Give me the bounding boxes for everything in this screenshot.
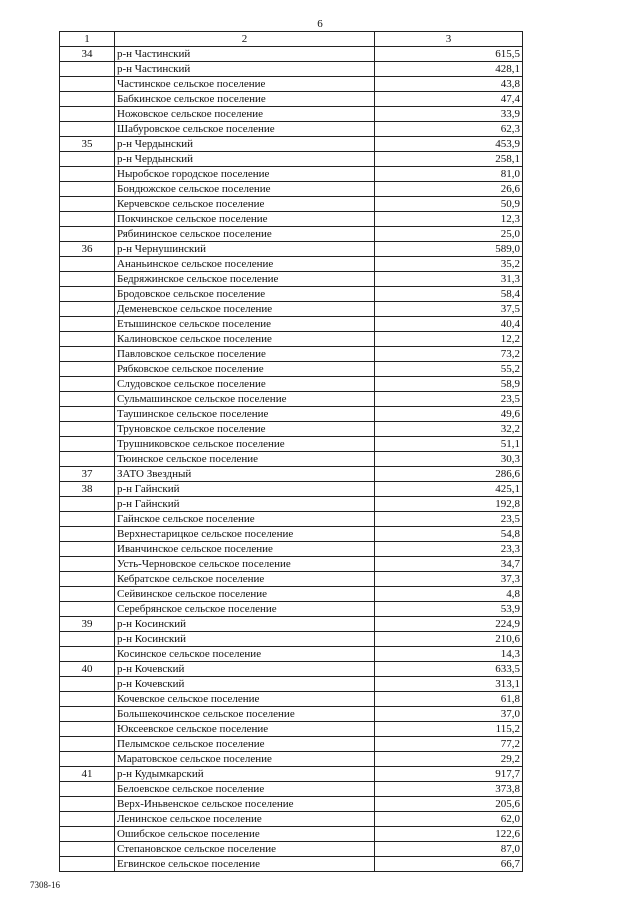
row-name-cell: р-н Косинский [115, 632, 375, 647]
table-row [60, 422, 523, 437]
row-value-cell: 37,0 [375, 707, 523, 722]
row-value-cell: 49,6 [375, 407, 523, 422]
row-number-cell: 38 [60, 482, 115, 497]
row-number-cell: 40 [60, 662, 115, 677]
row-name-cell: ЗАТО Звездный [115, 467, 375, 482]
row-value-cell: 373,8 [375, 782, 523, 797]
table-row [60, 662, 523, 677]
row-number-cell [60, 752, 115, 767]
row-value-cell: 4,8 [375, 587, 523, 602]
row-number-cell [60, 827, 115, 842]
allocation-table [59, 31, 523, 872]
row-number-cell [60, 647, 115, 662]
row-value-cell: 615,5 [375, 47, 523, 62]
table-row [60, 182, 523, 197]
row-value-cell: 81,0 [375, 167, 523, 182]
header-col-3: 3 [375, 32, 523, 47]
table-row [60, 167, 523, 182]
table-row [60, 62, 523, 77]
row-value-cell: 61,8 [375, 692, 523, 707]
row-value-cell: 589,0 [375, 242, 523, 257]
table-row [60, 587, 523, 602]
table-row [60, 857, 523, 872]
row-name-cell: Сейвинское сельское поселение [115, 587, 375, 602]
row-number-cell [60, 362, 115, 377]
table-row [60, 602, 523, 617]
row-number-cell [60, 287, 115, 302]
row-number-cell [60, 77, 115, 92]
row-value-cell: 40,4 [375, 317, 523, 332]
row-value-cell: 12,2 [375, 332, 523, 347]
row-name-cell: Верхнестарицкое сельское поселение [115, 527, 375, 542]
row-value-cell: 26,6 [375, 182, 523, 197]
row-number-cell [60, 167, 115, 182]
row-number-cell [60, 632, 115, 647]
row-value-cell: 62,0 [375, 812, 523, 827]
row-number-cell [60, 122, 115, 137]
row-number-cell [60, 812, 115, 827]
row-value-cell: 30,3 [375, 452, 523, 467]
row-number-cell [60, 587, 115, 602]
table-row [60, 647, 523, 662]
row-value-cell: 313,1 [375, 677, 523, 692]
row-value-cell: 73,2 [375, 347, 523, 362]
row-value-cell: 66,7 [375, 857, 523, 872]
row-name-cell: Деменевское сельское поселение [115, 302, 375, 317]
row-name-cell: Частинское сельское поселение [115, 77, 375, 92]
table-row [60, 722, 523, 737]
row-number-cell [60, 107, 115, 122]
table-row [60, 797, 523, 812]
row-value-cell: 31,3 [375, 272, 523, 287]
row-name-cell: Степановское сельское поселение [115, 842, 375, 857]
row-number-cell [60, 557, 115, 572]
row-value-cell: 58,9 [375, 377, 523, 392]
table-row [60, 467, 523, 482]
row-value-cell: 29,2 [375, 752, 523, 767]
row-name-cell: р-н Частинский [115, 47, 375, 62]
table-row [60, 617, 523, 632]
row-name-cell: Ленинское сельское поселение [115, 812, 375, 827]
table-row [60, 272, 523, 287]
row-name-cell: р-н Гайнский [115, 497, 375, 512]
row-number-cell [60, 797, 115, 812]
row-number-cell: 36 [60, 242, 115, 257]
row-name-cell: Трушниковское сельское поселение [115, 437, 375, 452]
row-name-cell: Таушинское сельское поселение [115, 407, 375, 422]
table-row [60, 407, 523, 422]
row-name-cell: Ананьинское сельское поселение [115, 257, 375, 272]
row-number-cell [60, 272, 115, 287]
row-value-cell: 62,3 [375, 122, 523, 137]
table-row [60, 77, 523, 92]
row-name-cell: Тюинское сельское поселение [115, 452, 375, 467]
row-name-cell: Сульмашинское сельское поселение [115, 392, 375, 407]
page-number: 6 [317, 18, 323, 30]
row-name-cell: Рябковское сельское поселение [115, 362, 375, 377]
row-number-cell [60, 257, 115, 272]
row-name-cell: Юксеевское сельское поселение [115, 722, 375, 737]
table-row [60, 827, 523, 842]
table-row [60, 362, 523, 377]
row-number-cell [60, 497, 115, 512]
row-value-cell: 210,6 [375, 632, 523, 647]
table-row [60, 482, 523, 497]
row-value-cell: 23,3 [375, 542, 523, 557]
row-value-cell: 453,9 [375, 137, 523, 152]
table-row [60, 122, 523, 137]
table-row [60, 527, 523, 542]
table-body [60, 32, 523, 872]
table-row [60, 542, 523, 557]
table-row [60, 557, 523, 572]
row-number-cell [60, 707, 115, 722]
row-name-cell: Рябининское сельское поселение [115, 227, 375, 242]
row-value-cell: 286,6 [375, 467, 523, 482]
row-value-cell: 23,5 [375, 512, 523, 527]
row-number-cell [60, 347, 115, 362]
row-name-cell: р-н Кочевский [115, 677, 375, 692]
table-row [60, 377, 523, 392]
table-row [60, 212, 523, 227]
table-row [60, 242, 523, 257]
table-row [60, 437, 523, 452]
table-row [60, 752, 523, 767]
row-value-cell: 23,5 [375, 392, 523, 407]
row-number-cell [60, 182, 115, 197]
row-value-cell: 224,9 [375, 617, 523, 632]
row-name-cell: р-н Чердынский [115, 137, 375, 152]
table-row [60, 737, 523, 752]
row-value-cell: 32,2 [375, 422, 523, 437]
table-row [60, 107, 523, 122]
row-number-cell [60, 212, 115, 227]
table-row [60, 812, 523, 827]
row-name-cell: Етышинское сельское поселение [115, 317, 375, 332]
row-value-cell: 37,3 [375, 572, 523, 587]
row-number-cell [60, 227, 115, 242]
row-name-cell: р-н Частинский [115, 62, 375, 77]
row-number-cell [60, 437, 115, 452]
row-value-cell: 258,1 [375, 152, 523, 167]
document-code: 7308-16 [30, 880, 60, 890]
row-name-cell: Бабкинское сельское поселение [115, 92, 375, 107]
row-name-cell: Верх-Иньвенское сельское поселение [115, 797, 375, 812]
row-name-cell: Покчинское сельское поселение [115, 212, 375, 227]
row-value-cell: 34,7 [375, 557, 523, 572]
row-number-cell [60, 722, 115, 737]
row-name-cell: Бедряжинское сельское поселение [115, 272, 375, 287]
row-number-cell [60, 677, 115, 692]
row-value-cell: 425,1 [375, 482, 523, 497]
row-value-cell: 87,0 [375, 842, 523, 857]
row-value-cell: 47,4 [375, 92, 523, 107]
row-name-cell: Косинское сельское поселение [115, 647, 375, 662]
row-value-cell: 633,5 [375, 662, 523, 677]
row-number-cell [60, 857, 115, 872]
table-row [60, 152, 523, 167]
header-col-2: 2 [115, 32, 375, 47]
row-number-cell [60, 842, 115, 857]
table-row [60, 257, 523, 272]
row-number-cell: 41 [60, 767, 115, 782]
row-name-cell: Бродовское сельское поселение [115, 287, 375, 302]
row-value-cell: 205,6 [375, 797, 523, 812]
row-number-cell: 39 [60, 617, 115, 632]
table-row [60, 692, 523, 707]
table-row [60, 92, 523, 107]
row-name-cell: Кебратское сельское поселение [115, 572, 375, 587]
row-name-cell: Пелымское сельское поселение [115, 737, 375, 752]
row-value-cell: 55,2 [375, 362, 523, 377]
row-value-cell: 77,2 [375, 737, 523, 752]
row-number-cell [60, 377, 115, 392]
row-number-cell [60, 317, 115, 332]
row-name-cell: Маратовское сельское поселение [115, 752, 375, 767]
row-name-cell: Керчевское сельское поселение [115, 197, 375, 212]
table-row [60, 497, 523, 512]
table-row [60, 452, 523, 467]
row-value-cell: 33,9 [375, 107, 523, 122]
row-number-cell [60, 152, 115, 167]
row-number-cell [60, 92, 115, 107]
row-value-cell: 58,4 [375, 287, 523, 302]
row-number-cell [60, 542, 115, 557]
row-value-cell: 51,1 [375, 437, 523, 452]
row-number-cell [60, 572, 115, 587]
row-name-cell: р-н Чердынский [115, 152, 375, 167]
row-name-cell: Ошибское сельское поселение [115, 827, 375, 842]
table-row [60, 677, 523, 692]
row-name-cell: р-н Кудымкарский [115, 767, 375, 782]
table-row [60, 347, 523, 362]
row-name-cell: Егвинское сельское поселение [115, 857, 375, 872]
row-number-cell: 35 [60, 137, 115, 152]
table-row [60, 47, 523, 62]
row-value-cell: 917,7 [375, 767, 523, 782]
row-number-cell [60, 197, 115, 212]
row-number-cell [60, 302, 115, 317]
row-name-cell: Слудовское сельское поселение [115, 377, 375, 392]
row-value-cell: 428,1 [375, 62, 523, 77]
row-value-cell: 12,3 [375, 212, 523, 227]
row-number-cell [60, 452, 115, 467]
row-name-cell: Бондюжское сельское поселение [115, 182, 375, 197]
row-number-cell [60, 527, 115, 542]
row-name-cell: р-н Гайнский [115, 482, 375, 497]
table-row [60, 197, 523, 212]
table-row [60, 767, 523, 782]
row-name-cell: р-н Чернушинский [115, 242, 375, 257]
row-number-cell [60, 62, 115, 77]
table-row [60, 287, 523, 302]
row-name-cell: р-н Косинский [115, 617, 375, 632]
row-name-cell: Серебрянское сельское поселение [115, 602, 375, 617]
row-value-cell: 54,8 [375, 527, 523, 542]
row-name-cell: Шабуровское сельское поселение [115, 122, 375, 137]
row-number-cell [60, 782, 115, 797]
row-number-cell: 37 [60, 467, 115, 482]
row-value-cell: 115,2 [375, 722, 523, 737]
row-name-cell: р-н Кочевский [115, 662, 375, 677]
row-number-cell [60, 407, 115, 422]
table-row [60, 707, 523, 722]
row-number-cell: 34 [60, 47, 115, 62]
table-row [60, 632, 523, 647]
row-name-cell: Кочевское сельское поселение [115, 692, 375, 707]
table-row [60, 227, 523, 242]
row-value-cell: 53,9 [375, 602, 523, 617]
table-row [60, 392, 523, 407]
row-name-cell: Ныробское городское поселение [115, 167, 375, 182]
header-col-1: 1 [60, 32, 115, 47]
row-number-cell [60, 422, 115, 437]
row-value-cell: 50,9 [375, 197, 523, 212]
table-row [60, 782, 523, 797]
row-name-cell: Павловское сельское поселение [115, 347, 375, 362]
row-name-cell: Усть-Черновское сельское поселение [115, 557, 375, 572]
row-value-cell: 122,6 [375, 827, 523, 842]
row-name-cell: Большекочинское сельское поселение [115, 707, 375, 722]
row-name-cell: Белоевское сельское поселение [115, 782, 375, 797]
table-row [60, 512, 523, 527]
row-name-cell: Калиновское сельское поселение [115, 332, 375, 347]
row-name-cell: Труновское сельское поселение [115, 422, 375, 437]
row-value-cell: 14,3 [375, 647, 523, 662]
row-name-cell: Ножовское сельское поселение [115, 107, 375, 122]
row-number-cell [60, 512, 115, 527]
table-row [60, 302, 523, 317]
table-row [60, 332, 523, 347]
row-value-cell: 192,8 [375, 497, 523, 512]
row-value-cell: 37,5 [375, 302, 523, 317]
row-number-cell [60, 332, 115, 347]
table-row [60, 137, 523, 152]
row-number-cell [60, 692, 115, 707]
table-header-row [60, 32, 523, 47]
row-name-cell: Иванчинское сельское поселение [115, 542, 375, 557]
row-name-cell: Гайнское сельское поселение [115, 512, 375, 527]
table-row [60, 842, 523, 857]
row-number-cell [60, 602, 115, 617]
row-value-cell: 35,2 [375, 257, 523, 272]
table-row [60, 572, 523, 587]
row-number-cell [60, 392, 115, 407]
table-row [60, 317, 523, 332]
row-value-cell: 43,8 [375, 77, 523, 92]
row-value-cell: 25,0 [375, 227, 523, 242]
row-number-cell [60, 737, 115, 752]
